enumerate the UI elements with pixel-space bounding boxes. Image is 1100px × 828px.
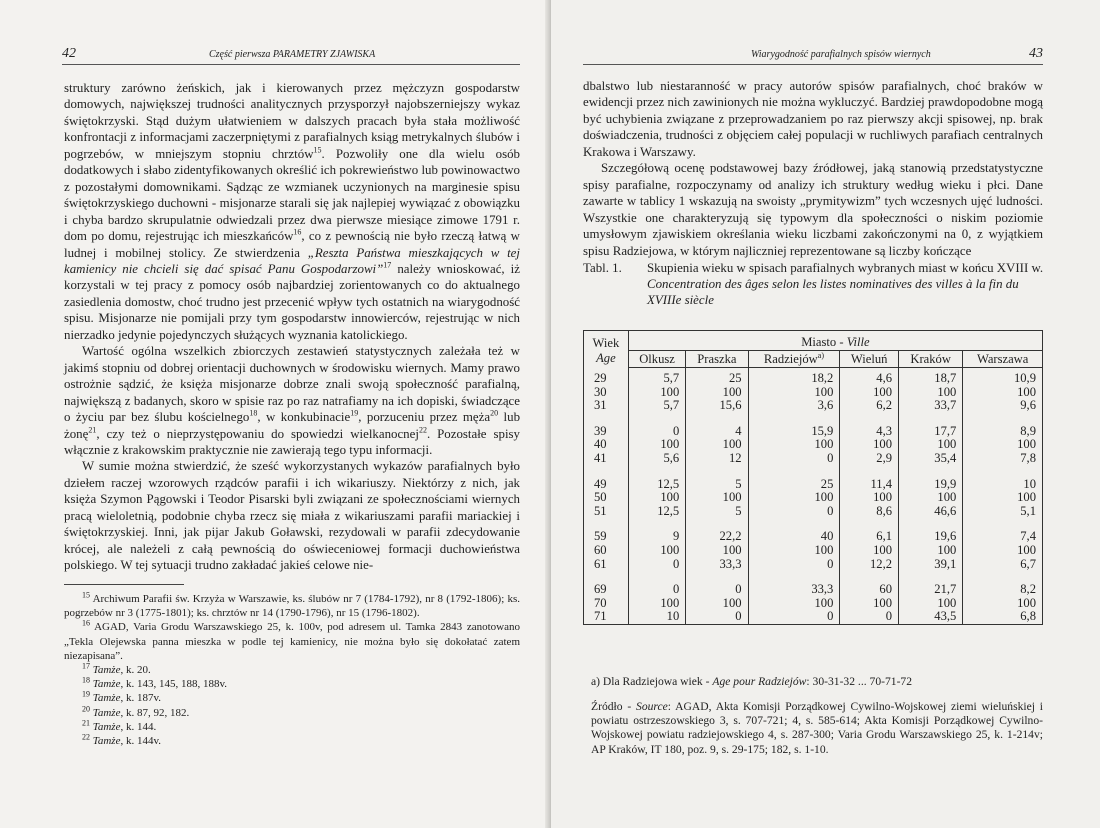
paragraph: dbalstwo lub niestaranność w pracy autorów spisów parafialnych, choć braków w ewidencji przez nich zawinionych nie można wykluczyć. Bardziej prawdopodobne mogą być uchybienia związane z przeprowadzaniem po raz pierwszy akcji spisowej, np. brak doświadczenia, trudności z objęciem całej populacji w ruchliwych parafiach centralnych Krakowa i Warszawy. xyxy=(583,79,1043,159)
age-cell: 61 xyxy=(584,558,629,572)
value-cell: 3,6 xyxy=(748,399,840,413)
table-row xyxy=(584,425,1043,439)
column-header: Radziejów$^{a)}$ xyxy=(748,351,840,368)
value-cell: 33,3 xyxy=(748,583,840,597)
left-body-text xyxy=(64,80,520,574)
table-caption xyxy=(583,260,1045,308)
left-page-number: 42 xyxy=(62,46,76,61)
footnote: $^{20}$ Tamże, k. 87, 92, 182. xyxy=(82,703,190,719)
age-cell: 69 xyxy=(584,583,629,597)
footnote-ref[interactable]: 18 xyxy=(249,408,258,418)
footnote: $^{16}$ AGAD, Varia Grodu Warszawskiego 25, k. 100v, pod adresem ul. Tamka 2843 zanotowano „Tekla Olejewska panna mieszka w podle tej kamienicy, nie można było się dokołatać zatem niezapisana”. xyxy=(64,618,520,662)
footnotes xyxy=(64,592,520,748)
value-cell: 25 xyxy=(686,368,748,386)
age-cell: 31 xyxy=(584,399,629,413)
table-row xyxy=(584,610,1043,624)
value-cell: 100 xyxy=(963,597,1043,611)
footnote: $^{18}$ Tamże, k. 143, 145, 188, 188v. xyxy=(82,675,228,691)
table-title-fr: Concentration des âges selon les listes nominatives des villes à la fin du XVIIIe siècle xyxy=(647,277,1019,307)
age-cell: 29 xyxy=(584,368,629,386)
value-cell: 0 xyxy=(748,610,840,624)
value-cell: 60 xyxy=(840,583,899,597)
table-row xyxy=(584,386,1043,400)
spacer-cell xyxy=(840,413,899,425)
footnote: $^{22}$ Tamże, k. 144v. xyxy=(82,732,162,748)
value-cell: 100 xyxy=(686,438,748,452)
right-running-head xyxy=(583,44,1043,65)
table-note-ref: a) xyxy=(817,350,824,360)
right-body-text xyxy=(583,78,1043,259)
age-cell: 59 xyxy=(584,530,629,544)
column-header: Kraków xyxy=(899,351,963,368)
table-row xyxy=(584,583,1043,597)
value-cell: 5,1 xyxy=(963,505,1043,519)
age-cell: 39 xyxy=(584,425,629,439)
value-cell: 5,7 xyxy=(628,399,685,413)
value-cell: 100 xyxy=(899,597,963,611)
value-cell: 4,6 xyxy=(840,368,899,386)
table-row xyxy=(584,597,1043,611)
value-cell: 100 xyxy=(628,597,685,611)
value-cell: 100 xyxy=(748,544,840,558)
value-cell: 43,5 xyxy=(899,610,963,624)
value-cell: 100 xyxy=(628,491,685,505)
column-header: Praszka xyxy=(686,351,748,368)
age-column-header: Wiek Age xyxy=(584,331,629,368)
spacer-cell xyxy=(584,466,629,478)
spacer-cell xyxy=(686,413,748,425)
age-cell: 51 xyxy=(584,505,629,519)
value-cell: 18,7 xyxy=(899,368,963,386)
value-cell: 100 xyxy=(899,438,963,452)
city-group-header: Miasto - Ville xyxy=(628,331,1042,351)
value-cell: 8,9 xyxy=(963,425,1043,439)
value-cell: 12,2 xyxy=(840,558,899,572)
age-cell: 30 xyxy=(584,386,629,400)
value-cell: 100 xyxy=(963,544,1043,558)
value-cell: 100 xyxy=(840,544,899,558)
value-cell: 12,5 xyxy=(628,478,685,492)
paragraph: struktury zarówno żeńskich, jak i kierowanych przez mężczyzn gospodarstw domowych, największej trudności analitycznych przysporzył najobszerniejszy wykaz świętokrzyski. Stąd dużym ułatwieniem w dalszych pracach była stała możliwość konfrontacji z informacjami zaczerpniętymi z parafialnych ksiąg metrykalnych ślubów i pogrzebów, w mniejszym stopniu chrztów$^{15}$. Pozwoliły one dla wielu osób dodatkowych i słabo zidentyfikowanych określić ich pokrewieństwo lub powinowactwo z pozostałymi domownikami. Sądząc ze wzmianek uczynionych na marginesie spisu świętokrzyskiego duchowni - misjonarze starali się jak najlepiej wywiązać z obowiązku i chyba bardzo skrupulatnie odwiedzali przez dwa pierwsze miesiące zimowe 1791 r. dom po domu, rejestrując ich mieszkańców$^{16}$, co z pewnością nie było rzeczą łatwą w ludnej i mobilnej stolicy. Ze stwierdzenia „Reszta Państwa mieszkających w tej kamienicy nie chcieli się dać spisać Panu Gospodarzowi”$^{17}$ należy wnioskować, iż korzystali w tej pracy z pomocy osób najbardziej zorientowanych co do aktualnego zasiedlenia domostw, choć trudno jest przecenić wpływ tych ostatnich na wiarygodność spisu. Misjonarze nie pomijali przy tym gospodarstw innowierców, rejestrując w nich nierzadko jedynie pojedynczych służących wyznania katolickiego. xyxy=(64,81,520,342)
spacer-cell xyxy=(628,413,685,425)
spacer-cell xyxy=(686,466,748,478)
value-cell: 22,2 xyxy=(686,530,748,544)
group-spacer xyxy=(584,466,1043,478)
value-cell: 100 xyxy=(748,438,840,452)
age-cell: 60 xyxy=(584,544,629,558)
footnote-ref[interactable]: 21 xyxy=(88,425,97,435)
value-cell: 100 xyxy=(748,491,840,505)
value-cell: 0 xyxy=(628,425,685,439)
column-header: Wieluń xyxy=(840,351,899,368)
left-page xyxy=(0,0,549,828)
spacer-cell xyxy=(628,466,685,478)
footnote-ref[interactable]: 17 xyxy=(383,260,392,270)
value-cell: 35,4 xyxy=(899,452,963,466)
spacer-cell xyxy=(963,413,1043,425)
value-cell: 100 xyxy=(899,386,963,400)
value-cell: 18,2 xyxy=(748,368,840,386)
table-row xyxy=(584,438,1043,452)
footnote-ref[interactable]: 15 xyxy=(313,145,322,155)
value-cell: 0 xyxy=(686,583,748,597)
table-label: Tabl. 1. xyxy=(583,261,622,275)
paragraph: W sumie można stwierdzić, że sześć wykorzystanych wykazów parafialnych było dziełem raczej wzorowych rządców parafii i ich wikariuszy. Niektórzy z nich, jak księża Szymon Pągowski i Teodor Pisarski byli związani ze społecznościami wiernych pracą wieloletnią, podobnie chyba rzecz się miała z wikariuszami parafii mariackiej i świętokrzyskiej. Inni, jak pijar Jakub Goławski, rezydowali w parafii zdecydowanie krócej, ale należeli z całą pewnością do oświeceniowej formacji duchowieństwa polskiego. W tej sytuacji trudno zakładać jakieś celowe nie- xyxy=(64,459,520,573)
footnote: $^{17}$ Tamże, k. 20. xyxy=(82,661,151,677)
value-cell: 100 xyxy=(686,597,748,611)
value-cell: 15,9 xyxy=(748,425,840,439)
value-cell: 33,3 xyxy=(686,558,748,572)
value-cell: 10 xyxy=(963,478,1043,492)
value-cell: 100 xyxy=(963,438,1043,452)
value-cell: 9,6 xyxy=(963,399,1043,413)
age-cell: 40 xyxy=(584,438,629,452)
value-cell: 0 xyxy=(628,583,685,597)
value-cell: 10 xyxy=(628,610,685,624)
value-cell: 100 xyxy=(840,491,899,505)
value-cell: 8,2 xyxy=(963,583,1043,597)
age-concentration-table xyxy=(583,330,1043,625)
column-header: Olkusz xyxy=(628,351,685,368)
value-cell: 0 xyxy=(840,610,899,624)
value-cell: 2,9 xyxy=(840,452,899,466)
value-cell: 33,7 xyxy=(899,399,963,413)
age-cell: 71 xyxy=(584,610,629,624)
value-cell: 100 xyxy=(686,491,748,505)
value-cell: 100 xyxy=(628,438,685,452)
right-page xyxy=(551,0,1100,828)
value-cell: 19,6 xyxy=(899,530,963,544)
value-cell: 100 xyxy=(840,438,899,452)
table-row xyxy=(584,505,1043,519)
right-page-number: 43 xyxy=(1029,46,1043,61)
value-cell: 100 xyxy=(686,544,748,558)
value-cell: 100 xyxy=(686,386,748,400)
value-cell: 100 xyxy=(840,597,899,611)
footnote: $^{21}$ Tamże, k. 144. xyxy=(82,718,157,733)
paragraph: Szczegółową ocenę podstawowej bazy źródłowej, jaką stanowią przedstatystyczne spisy parafialne, rozpoczynamy od analizy ich struktury według wieku i płci. Dane zawarte w tablicy 1 wskazują na swoisty „prymitywizm” tych wczesnych ujęć ludności. Wszystkie one charakteryzują się typowym dla społeczności o niskim poziomie umysłowym zjawiskiem określania wieku liczbami zakończonymi na 0, z wyjątkiem spisu Radziejowa, w którym najliczniej reprezentowane są liczby kończące xyxy=(583,161,1043,258)
table-row xyxy=(584,452,1043,466)
value-cell: 0 xyxy=(628,558,685,572)
value-cell: 9 xyxy=(628,530,685,544)
value-cell: 5,6 xyxy=(628,452,685,466)
age-cell: 49 xyxy=(584,478,629,492)
value-cell: 40 xyxy=(748,530,840,544)
value-cell: 6,2 xyxy=(840,399,899,413)
value-cell: 100 xyxy=(748,386,840,400)
left-running-head xyxy=(62,44,520,65)
value-cell: 4,3 xyxy=(840,425,899,439)
value-cell: 0 xyxy=(686,610,748,624)
table-row xyxy=(584,478,1043,492)
table-row xyxy=(584,558,1043,572)
value-cell: 0 xyxy=(748,505,840,519)
value-cell: 5 xyxy=(686,478,748,492)
value-cell: 5,7 xyxy=(628,368,685,386)
value-cell: 100 xyxy=(963,491,1043,505)
age-cell: 70 xyxy=(584,597,629,611)
value-cell: 6,7 xyxy=(963,558,1043,572)
table-note: a) Dla Radziejowa wiek - Age pour Radziejów: 30-31-32 ... 70-71-72 xyxy=(591,675,913,688)
footnote-ref[interactable]: 22 xyxy=(418,425,427,435)
value-cell: 4 xyxy=(686,425,748,439)
value-cell: 0 xyxy=(748,452,840,466)
footnote-ref[interactable]: 19 xyxy=(350,408,359,418)
footnote-divider xyxy=(64,584,184,585)
footnote: $^{19}$ Tamże, k. 187v. xyxy=(82,689,162,705)
value-cell: 8,6 xyxy=(840,505,899,519)
value-cell: 5 xyxy=(686,505,748,519)
value-cell: 100 xyxy=(899,544,963,558)
value-cell: 11,4 xyxy=(840,478,899,492)
paragraph: Wartość ogólna wszelkich zbiorczych zestawień statystycznych zależała też w jakimś stopniu od dobrej orientacji duchownych w środowisku wiernych. Mamy prawo ostrożnie sądzić, że księża misjonarze dobrze znali swoją społeczność parafialną, największą z badanych, skoro w spisie raz po raz natrafiamy na ich dopiski, świadczące o życiu par bez ślubu kościelnego$^{18}$, w konkubinacie$^{19}$, porzuceniu przez męża$^{20}$ lub żonę$^{21}$, czy też o nieprzystępowaniu do spowiedzi wielkanocnej$^{22}$. Pozostałe spisy włącznie z krakowskim praktycznie nie zawierają tego typu informacji. xyxy=(64,344,521,457)
age-cell: 50 xyxy=(584,491,629,505)
value-cell: 10,9 xyxy=(963,368,1043,386)
spacer-cell xyxy=(899,466,963,478)
value-cell: 39,1 xyxy=(899,558,963,572)
value-cell: 12,5 xyxy=(628,505,685,519)
table-body xyxy=(584,368,1043,625)
table-row xyxy=(584,368,1043,386)
value-cell: 100 xyxy=(628,544,685,558)
table-source: Źródło - Source: AGAD, Akta Komisji Porządkowej Cywilno-Wojskowej ziemi wieluńskiej i powiatu ostrzeszowskiego 3, s. 707-721; 4, s. 585-614; Akta Komisji Porządkowej Cywilno-Wojskowej powiatu radziejowskiego 4, s. 287-300; Varia Grodu Warszawskiego 25, k. 1-214v; AP Kraków, IT 180, poz. 9, s. 29-175; 182, s. 1-10. xyxy=(591,700,1044,756)
table-row xyxy=(584,491,1043,505)
footnote-ref[interactable]: 16 xyxy=(293,227,302,237)
footnote-ref[interactable]: 20 xyxy=(490,408,499,418)
table-title-pl: Skupienia wieku w spisach parafialnych wybranych miast w końcu XVIII w. xyxy=(647,261,1044,275)
value-cell: 19,9 xyxy=(899,478,963,492)
value-cell: 25 xyxy=(748,478,840,492)
table-row xyxy=(584,530,1043,544)
table-row xyxy=(584,399,1043,413)
value-cell: 100 xyxy=(840,386,899,400)
spacer-cell xyxy=(840,466,899,478)
column-header: Warszawa xyxy=(963,351,1043,368)
value-cell: 12 xyxy=(686,452,748,466)
value-cell: 17,7 xyxy=(899,425,963,439)
footnote: $^{15}$ Archiwum Parafii św. Krzyża w Warszawie, ks. ślubów nr 7 (1784-1792), nr 8 (1792-1806); ks. pogrzebów nr 3 (1775-1801); ks. chrztów nr 14 (1790-1796), nr 15 (1796-1802). xyxy=(64,590,520,620)
spacer-cell xyxy=(584,413,629,425)
right-running-title: Wiarygodność parafialnych spisów wiernych xyxy=(751,49,931,60)
value-cell: 100 xyxy=(748,597,840,611)
value-cell: 15,6 xyxy=(686,399,748,413)
group-spacer xyxy=(584,413,1043,425)
value-cell: 21,7 xyxy=(899,583,963,597)
spacer-cell xyxy=(963,466,1043,478)
left-running-title: Część pierwsza PARAMETRY ZJAWISKA xyxy=(209,49,376,60)
value-cell: 6,1 xyxy=(840,530,899,544)
spacer-cell xyxy=(748,413,840,425)
value-cell: 7,8 xyxy=(963,452,1043,466)
value-cell: 6,8 xyxy=(963,610,1043,624)
value-cell: 0 xyxy=(748,558,840,572)
group-spacer xyxy=(584,518,1043,530)
value-cell: 7,4 xyxy=(963,530,1043,544)
value-cell: 100 xyxy=(963,386,1043,400)
value-cell: 46,6 xyxy=(899,505,963,519)
value-cell: 100 xyxy=(899,491,963,505)
age-cell: 41 xyxy=(584,452,629,466)
spacer-cell xyxy=(899,413,963,425)
spacer-cell xyxy=(748,466,840,478)
table-row xyxy=(584,544,1043,558)
value-cell: 100 xyxy=(628,386,685,400)
